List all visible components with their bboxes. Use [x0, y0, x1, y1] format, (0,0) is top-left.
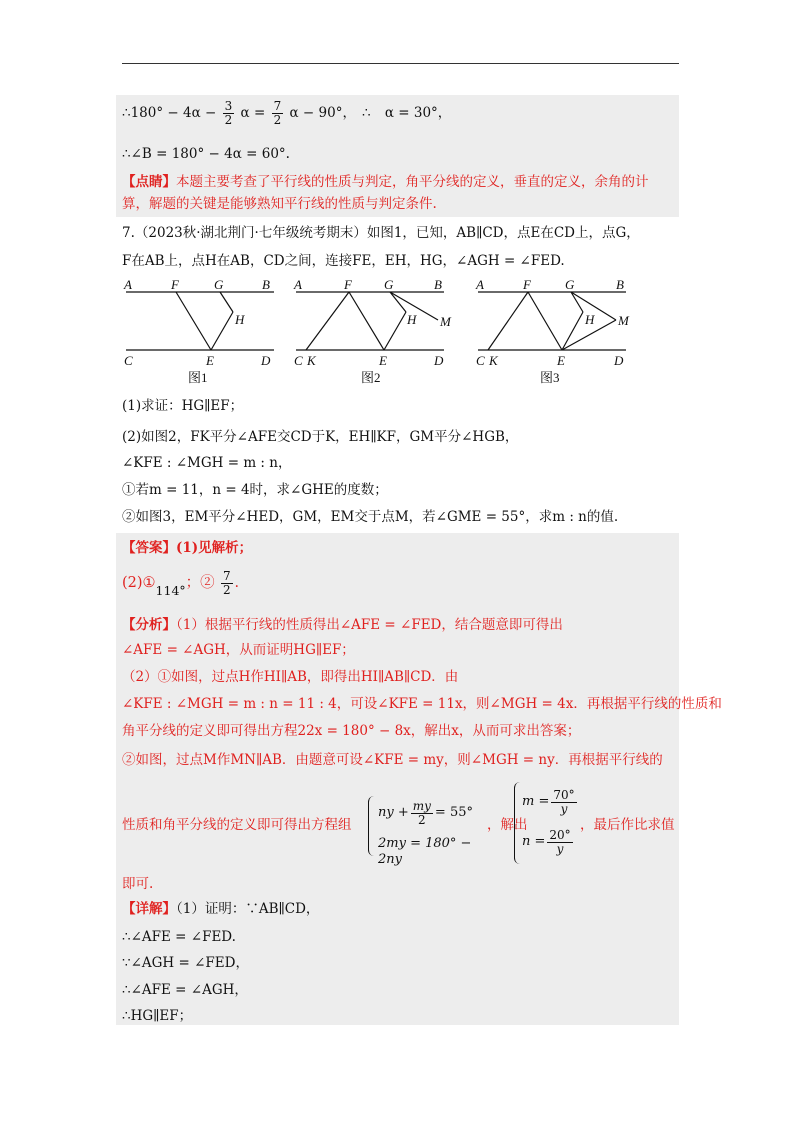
fig2-label-a: A	[294, 277, 302, 292]
fig2-label-g: G	[384, 277, 394, 292]
fig3-label-d: D	[614, 353, 624, 368]
fraction: $\frac{70^\circ}{y}$	[553, 787, 575, 816]
fig1-label-f: F	[171, 277, 179, 292]
fig3-seg-gh	[571, 292, 583, 312]
analysis-line-2: ∠AFE = ∠AGH，从而证明HG∥EF；	[122, 642, 355, 658]
detail-line-4: ∴∠AFE = ∠AGH，	[122, 982, 248, 998]
fraction: $\frac{20^\circ}{y}$	[549, 827, 571, 856]
fig1-seg-fe	[176, 292, 211, 350]
fraction: $\frac{my}{2}$	[412, 798, 431, 827]
fig2-label-b: B	[434, 277, 442, 292]
answer-line-2: (2)①114°；② $\frac{7}{2}$ .	[122, 569, 239, 598]
fig3-label-b: B	[616, 277, 624, 292]
fraction: $\frac{7}{2}$	[222, 569, 231, 597]
question-2-line-4: ②如图3，EM平分∠HED，GM，EM交于点M，若∠GME = 55°，求m : n的值.	[122, 509, 619, 525]
equation-system-2: m = $\frac{70^\circ}{y}$ n = $\frac{20^\circ}{y}$	[522, 787, 575, 856]
analysis-line-7c: ，最后作比求值	[580, 817, 675, 833]
figures	[116, 274, 646, 390]
fig3-label-c: C	[476, 353, 485, 368]
analysis-line-5: 角平分线的定义即可得出方程22x = 180° − 8x，解出x，从而可求出答案；	[122, 723, 581, 739]
detail-line-1: 【详解】（1）证明：∵AB∥CD，	[122, 901, 320, 917]
analysis-line-6: ②如图，过点M作MN∥AB．由题意可设∠KFE = my，则∠MGH = ny．再根据平行线的	[122, 752, 663, 768]
detail-line-5: ∴HG∥EF；	[122, 1008, 193, 1024]
fig2-label-c: C	[294, 353, 303, 368]
detail-line-2: ∴∠AFE = ∠FED.	[122, 929, 236, 945]
system-brace-2	[514, 782, 521, 864]
analysis-line-4: ∠KFE : ∠MGH = m : n = 11 : 4，可设∠KFE = 11x，则∠MGH = 4x．再根据平行线的性质和	[122, 696, 722, 712]
fig2-seg-gh	[390, 292, 406, 312]
fig1-label-c: C	[124, 353, 133, 368]
header-rule	[122, 63, 679, 64]
fig2-seg-kf	[306, 292, 349, 350]
question-2-line-2: ∠KFE : ∠MGH = m : n，	[122, 455, 292, 471]
fig1-caption: 图1	[188, 370, 208, 385]
equation-system-1: ny + $\frac{my}{2}$ = 55° 2my = 180° − 2ny	[378, 798, 473, 867]
fig1-label-b: B	[262, 277, 270, 292]
fig3-label-m: M	[618, 313, 629, 328]
fig3-label-k: K	[489, 353, 498, 368]
fig3-label-e: E	[557, 353, 565, 368]
prev-comment-2: 算，解题的关键是能够熟知平行线的性质与判定条件.	[122, 196, 437, 212]
fig1-seg-gh	[220, 292, 233, 312]
fig2-label-d: D	[434, 353, 444, 368]
fig3-label-g: G	[565, 277, 575, 292]
question-2-line-3: ①若m = 11，n = 4时，求∠GHE的度数；	[122, 482, 388, 498]
fig1-label-e: E	[206, 353, 214, 368]
problem-stem-1: 7.（2023秋·湖北荆门·七年级统考期末）如图1，已知，AB∥CD，点E在CD上，点G，	[122, 225, 640, 241]
fig3-label-h: H	[585, 312, 595, 327]
fig2-label-f: F	[344, 277, 352, 292]
fig2-seg-fe	[349, 292, 384, 350]
fig2-label-k: K	[307, 353, 316, 368]
analysis-line-7a: 性质和角平分线的定义即可得出方程组	[122, 817, 352, 833]
fig2-label-e: E	[379, 353, 387, 368]
answer-line-1: 【答案】(1)见解析；	[122, 540, 253, 556]
fig3-seg-kf	[488, 292, 528, 350]
fig1-label-d: D	[261, 353, 271, 368]
fig1-seg-he	[211, 312, 233, 350]
fraction: $\frac{3}{2}$	[224, 99, 233, 127]
prev-line-2: ∴∠B = 180° − 4α = 60°.	[122, 146, 290, 162]
analysis-line-7b: ，解出	[487, 817, 528, 833]
fig2-caption: 图2	[361, 370, 381, 385]
system-brace-1	[368, 796, 375, 856]
question-1: (1)求证：HG∥EF；	[122, 398, 244, 414]
fig1-label-h: H	[235, 312, 245, 327]
analysis-line-8: 即可.	[122, 876, 154, 892]
solution-block	[116, 533, 679, 1025]
fig3-label-f: F	[523, 277, 531, 292]
fraction: $\frac{7}{2}$	[273, 99, 282, 127]
fig1-label-g: G	[214, 277, 224, 292]
fig3-caption: 图3	[540, 370, 560, 385]
question-2-line-1: (2)如图2，FK平分∠AFE交CD于K，EH∥KF，GM平分∠HGB，	[122, 429, 519, 445]
fig3-seg-fe	[528, 292, 562, 350]
fig3-label-a: A	[476, 277, 484, 292]
fig2-label-h: H	[407, 312, 417, 327]
prev-line-1: ∴180° − 4α − $\frac{3}{2}$ α = $\frac{7}{2}$ α − 90°， ∴ α = 30°，	[122, 99, 452, 127]
analysis-line-1: 【分析】（1）根据平行线的性质得出∠AFE = ∠FED，结合题意即可得出	[122, 617, 563, 633]
prev-comment-1: 【点睛】本题主要考查了平行线的性质与判定，角平分线的定义，垂直的定义，余角的计	[122, 174, 649, 190]
fig2-label-m: M	[440, 314, 451, 329]
fig2-seg-he	[384, 312, 406, 350]
detail-line-3: ∵∠AGH = ∠FED，	[122, 955, 249, 971]
analysis-line-3: （2）①如图，过点H作HI∥AB，即得出HI∥AB∥CD．由	[122, 669, 459, 685]
problem-stem-2: F在AB上，点H在AB，CD之间，连接FE，EH，HG，∠AGH = ∠FED.	[122, 253, 565, 269]
fig1-label-a: A	[124, 277, 132, 292]
